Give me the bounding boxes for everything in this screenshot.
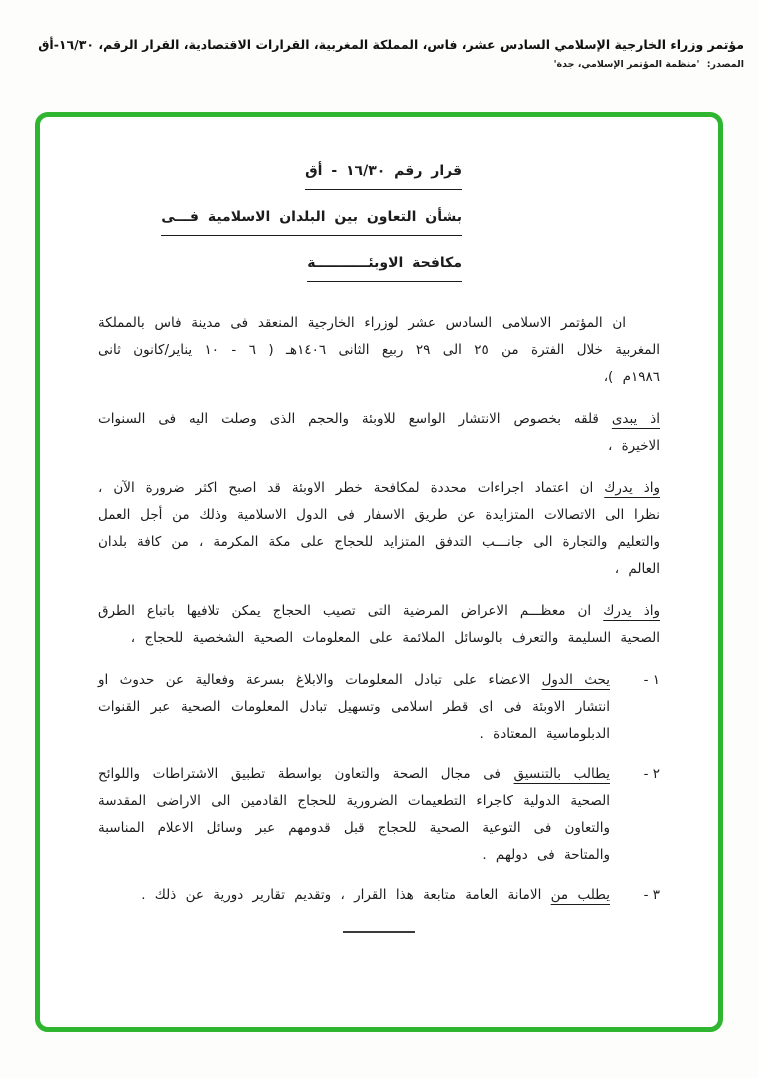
clause-paragraph-2	[98, 475, 660, 583]
item-1-body: الاعضاء على تبادل المعلومات والابلاغ بسرعة وفعالية عن حدوث او انتشار الاوبئة فى اى قطر اسلامى وتسهيل تبادل المعلومات الصحية عبر القنوات الدبلوماسية المعتادة .	[98, 672, 610, 742]
source-label: المصدر:	[706, 58, 744, 70]
item-3-body: الامانة العامة متابعة هذا القرار ، وتقديم تقارير دورية عن ذلك .	[141, 887, 542, 903]
source-value: 'منظمة المؤتمر الإسلامي، جدة'	[553, 58, 700, 70]
clause-paragraph-3	[98, 598, 660, 652]
scanned-document	[40, 117, 718, 949]
item-3-number: ٣ -	[643, 887, 660, 903]
clause-paragraph-1	[98, 406, 660, 460]
clause-2-lead: واذ يدرك	[604, 480, 660, 496]
clause-1-text: قلقه بخصوص الانتشار الواسع للاوبئة والحجم الذى وصلت اليه فى السنوات الاخيرة ،	[98, 411, 660, 454]
source-line	[10, 59, 744, 70]
operative-item-3	[98, 882, 660, 909]
clause-1-lead: اذ يبدى	[611, 411, 660, 427]
clause-3-text: ان معظـــم الاعراض المرضية التى تصيب الحجاج يمكن تلافيها باتباع الطرق الصحية السليمة والتعرف بالوسائل الملائمة على المعلومات الصحية الشخصية للحجاج ،	[98, 603, 660, 646]
operative-item-2	[98, 761, 660, 869]
preamble-paragraph: ان المؤتمر الاسلامى السادس عشر لوزراء الخارجية المنعقد فى مدينة فاس بالمملكة المغربية خلال الفترة من ٢٥ الى ٢٩ ربيع الثانى ١٤٠٦هـ ( ٦ - ١٠ يناير/كانون ثانى ١٩٨٦م )،	[98, 315, 660, 385]
item-2-lead: يطالب بالتنسيق	[513, 766, 610, 782]
item-3-lead: يطلب من	[550, 887, 610, 903]
item-2-text	[98, 761, 610, 869]
end-rule	[343, 931, 415, 933]
title-line-2: بشأن التعاون بين البلدان الاسلامية فـــى	[161, 203, 462, 236]
citation-line: مؤتمر وزراء الخارجية الإسلامي السادس عشر، فاس، المملكة المغربية، القرارات الاقتصادية، القرار الرقم، ١٦/٣٠-أق	[38, 37, 744, 52]
title-line-3: مكافحة الاوبئـــــــــــة	[307, 249, 462, 282]
scan-frame	[35, 112, 723, 1032]
item-3-text	[98, 882, 610, 909]
item-2-body: فى مجال الصحة والتعاون بواسطة تطبيق الاشتراطات واللوائح الصحية الدولية كاجراء التطعيمات الضرورية للحجاج القادمين الى الاراضى المقدسة والتعاون فى التوعية الصحية للحجاج قبل قدومهم عبر وسائل الاعلام المناسبة والمتاحة فى دولهم .	[98, 766, 610, 863]
item-1-number: ١ -	[643, 672, 660, 688]
resolution-title	[161, 157, 462, 282]
item-1-text	[98, 667, 610, 748]
clause-2-text: ان اعتماد اجراءات محددة لمكافحة خطر الاوبئة قد اصبح اكثر ضرورة الآن ، نظرا الى الاتصالات المتزايدة عن طريق الاسفار فى الدول الاسلامية وذلك من أجل العمل والتعليم والتجارة الى جانـــب التدفق المتزايد للحجاج على مكة المكرمة ، من كافة بلدان العالم ،	[98, 480, 660, 577]
clause-3-lead: واذ يدرك	[603, 603, 660, 619]
header-citation	[0, 0, 758, 70]
item-1-lead: يحث الدول	[541, 672, 610, 688]
item-2-number: ٢ -	[643, 766, 660, 782]
operative-item-1	[98, 667, 660, 748]
title-line-1: قرار رقم ١٦/٣٠ - أق	[305, 157, 462, 190]
